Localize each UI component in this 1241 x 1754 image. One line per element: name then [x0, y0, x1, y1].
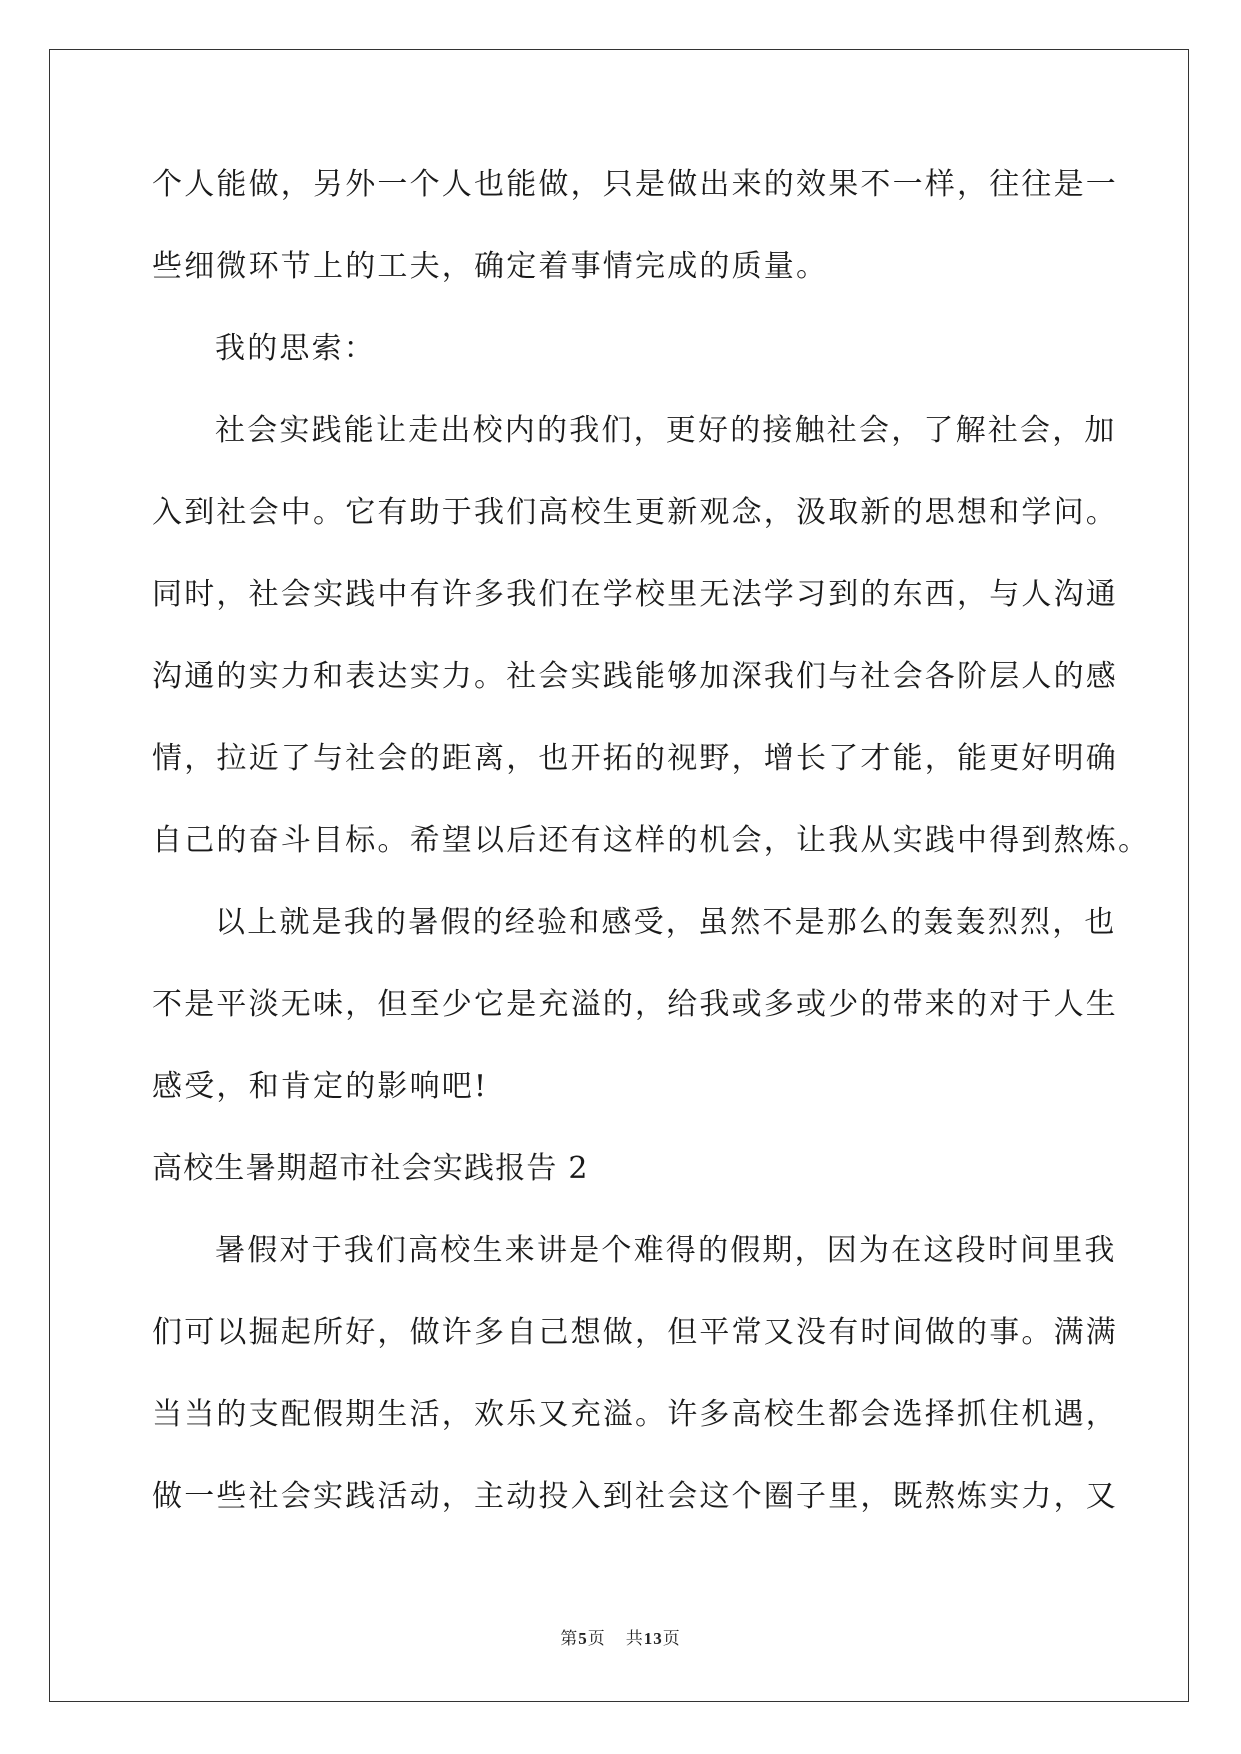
page-prefix: 第: [560, 1629, 579, 1649]
text-line: 沟通的实力和表达实力。社会实践能够加深我们与社会各阶层人的感: [152, 659, 1118, 694]
text-line: 当当的支配假期生活，欢乐又充溢。许多高校生都会选择抓住机遇，: [152, 1397, 1118, 1432]
text-line: 感受，和肯定的影响吧!: [152, 1069, 489, 1104]
page-suffix: 页: [587, 1629, 606, 1649]
text-line: 自己的奋斗目标。希望以后还有这样的机会，让我从实践中得到熬炼。: [152, 823, 1151, 858]
section-heading: 高校生暑期超市社会实践报告 2: [152, 1151, 589, 1186]
page-number: 5: [578, 1629, 588, 1648]
page-footer: [0, 1624, 1241, 1649]
paragraph-start: 社会实践能让走出校内的我们，更好的接触社会，了解社会，加: [215, 413, 1117, 448]
total-prefix: 共: [625, 1629, 644, 1649]
total-suffix: 页: [662, 1629, 681, 1649]
text-line: 们可以掘起所好，做许多自己想做，但平常又没有时间做的事。满满: [152, 1315, 1118, 1350]
text-line: 不是平淡无味，但至少它是充溢的，给我或多或少的带来的对于人生: [152, 987, 1118, 1022]
text-line: 做一些社会实践活动，主动投入到社会这个圈子里，既熬炼实力，又: [152, 1479, 1118, 1514]
total-pages: 13: [643, 1629, 663, 1648]
paragraph-start: 我的思索：: [215, 331, 376, 366]
text-line: 同时，社会实践中有许多我们在学校里无法学习到的东西，与人沟通: [152, 577, 1118, 612]
paragraph-start: 以上就是我的暑假的经验和感受，虽然不是那么的轰轰烈烈，也: [215, 905, 1117, 940]
document-body: [152, 160, 1151, 1554]
text-line: 些细微环节上的工夫，确定着事情完成的质量。: [152, 249, 829, 284]
text-line: 个人能做，另外一个人也能做，只是做出来的效果不一样，往往是一: [152, 167, 1118, 202]
text-line: 入到社会中。它有助于我们高校生更新观念，汲取新的思想和学问。: [152, 495, 1118, 530]
text-line: 情，拉近了与社会的距离，也开拓的视野，增长了才能，能更好明确: [152, 741, 1118, 776]
paragraph-start: 暑假对于我们高校生来讲是个难得的假期，因为在这段时间里我: [215, 1233, 1117, 1268]
